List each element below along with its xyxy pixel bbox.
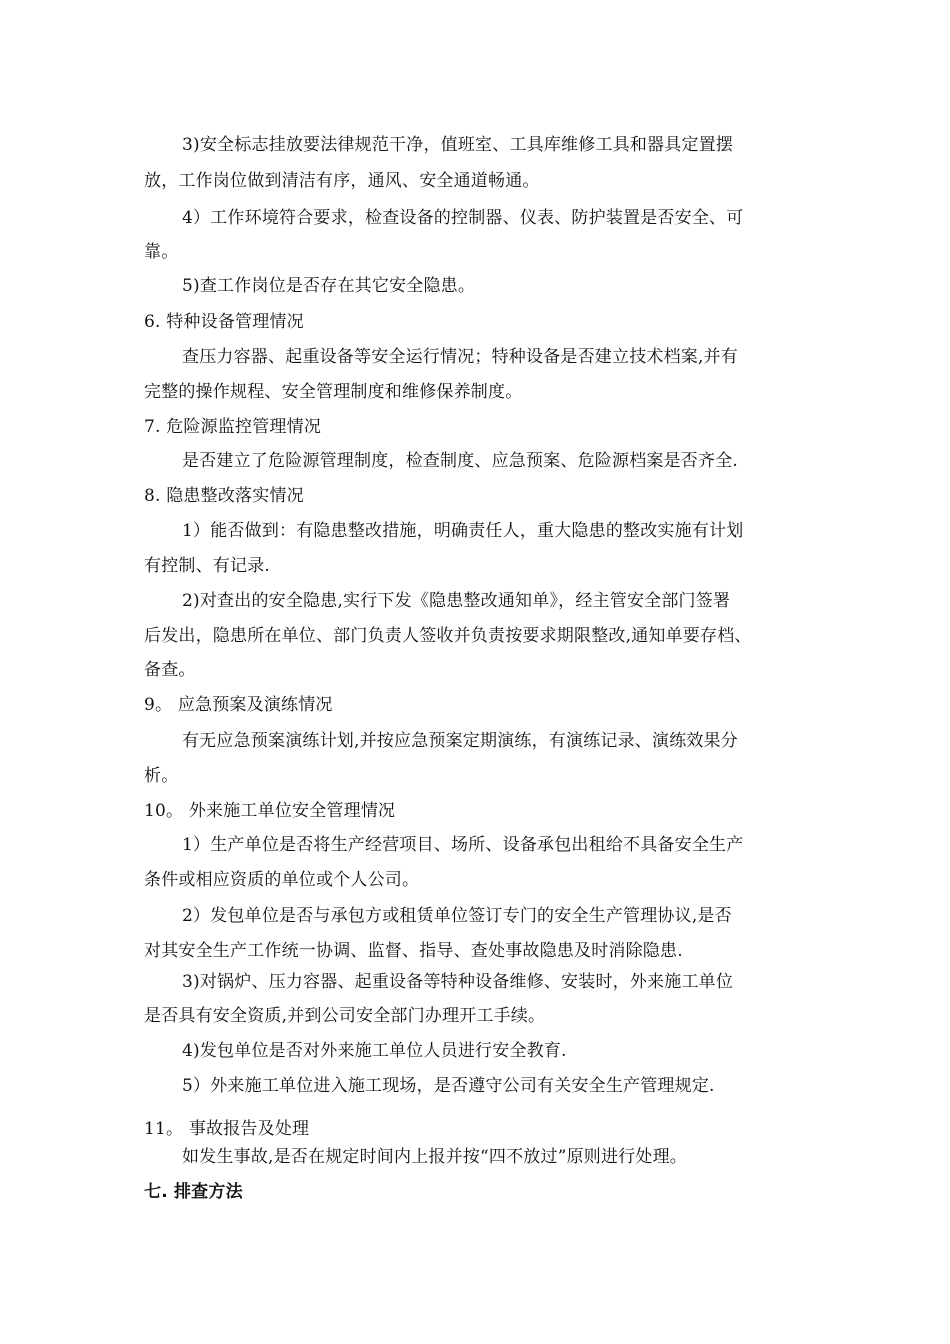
section-heading: 6. 特种设备管理情况: [144, 312, 304, 332]
text-line: 1）生产单位是否将生产经营项目、场所、设备承包出租给不具备安全生产: [182, 835, 744, 855]
text-line: 3)对锅炉、压力容器、起重设备等特种设备维修、安装时，外来施工单位: [182, 972, 734, 992]
text-line: 条件或相应资质的单位或个人公司。: [144, 870, 420, 890]
text-line: 1）能否做到：有隐患整改措施，明确责任人，重大隐患的整改实施有计划: [182, 521, 744, 541]
text-line: 析。: [144, 766, 179, 786]
text-line: 3)安全标志挂放要法律规范干净，值班室、工具库维修工具和器具定置摆: [182, 135, 734, 155]
text-line: 如发生事故,是否在规定时间内上报并按“四不放过”原则进行处理。: [182, 1147, 687, 1167]
text-line: 4)发包单位是否对外来施工单位人员进行安全教育.: [182, 1041, 567, 1061]
section-heading: 7. 危险源监控管理情况: [144, 417, 322, 437]
text-line: 有无应急预案演练计划,并按应急预案定期演练，有演练记录、演练效果分: [182, 731, 739, 751]
text-line: 是否建立了危险源管理制度，检查制度、应急预案、危险源档案是否齐全.: [182, 451, 739, 471]
text-line: 查压力容器、起重设备等安全运行情况；特种设备是否建立技术档案,并有: [182, 347, 739, 367]
section-heading: 8. 隐患整改落实情况: [144, 486, 304, 506]
text-line: 后发出，隐患所在单位、部门负责人签收并负责按要求期限整改,通知单要存档、: [144, 626, 752, 646]
text-line: 是否具有安全资质,并到公司安全部门办理开工手续。: [144, 1006, 546, 1026]
text-line: 有控制、有记录.: [144, 556, 271, 576]
text-line: 备查。: [144, 660, 196, 680]
text-line: 5)查工作岗位是否存在其它安全隐患。: [182, 276, 476, 296]
section-heading: 11。 事故报告及处理: [144, 1119, 310, 1139]
chapter-heading: 七. 排查方法: [144, 1182, 243, 1202]
text-line: 2）发包单位是否与承包方或租赁单位签订专门的安全生产管理协议,是否: [182, 906, 732, 926]
text-line: 2)对查出的安全隐患,实行下发《隐患整改通知单》，经主管安全部门签署: [182, 591, 731, 611]
text-line: 4）工作环境符合要求，检查设备的控制器、仪表、防护装置是否安全、可: [182, 208, 744, 228]
section-heading: 9。 应急预案及演练情况: [144, 695, 333, 715]
text-line: 完整的操作规程、安全管理制度和维修保养制度。: [144, 382, 523, 402]
section-heading: 10。 外来施工单位安全管理情况: [144, 801, 396, 821]
text-line: 对其安全生产工作统一协调、监督、指导、查处事故隐患及时消除隐患.: [144, 941, 683, 961]
text-line: 放，工作岗位做到清洁有序，通风、安全通道畅通。: [144, 171, 540, 191]
text-line: 靠。: [144, 242, 179, 262]
text-line: 5）外来施工单位进入施工现场，是否遵守公司有关安全生产管理规定.: [182, 1076, 715, 1096]
